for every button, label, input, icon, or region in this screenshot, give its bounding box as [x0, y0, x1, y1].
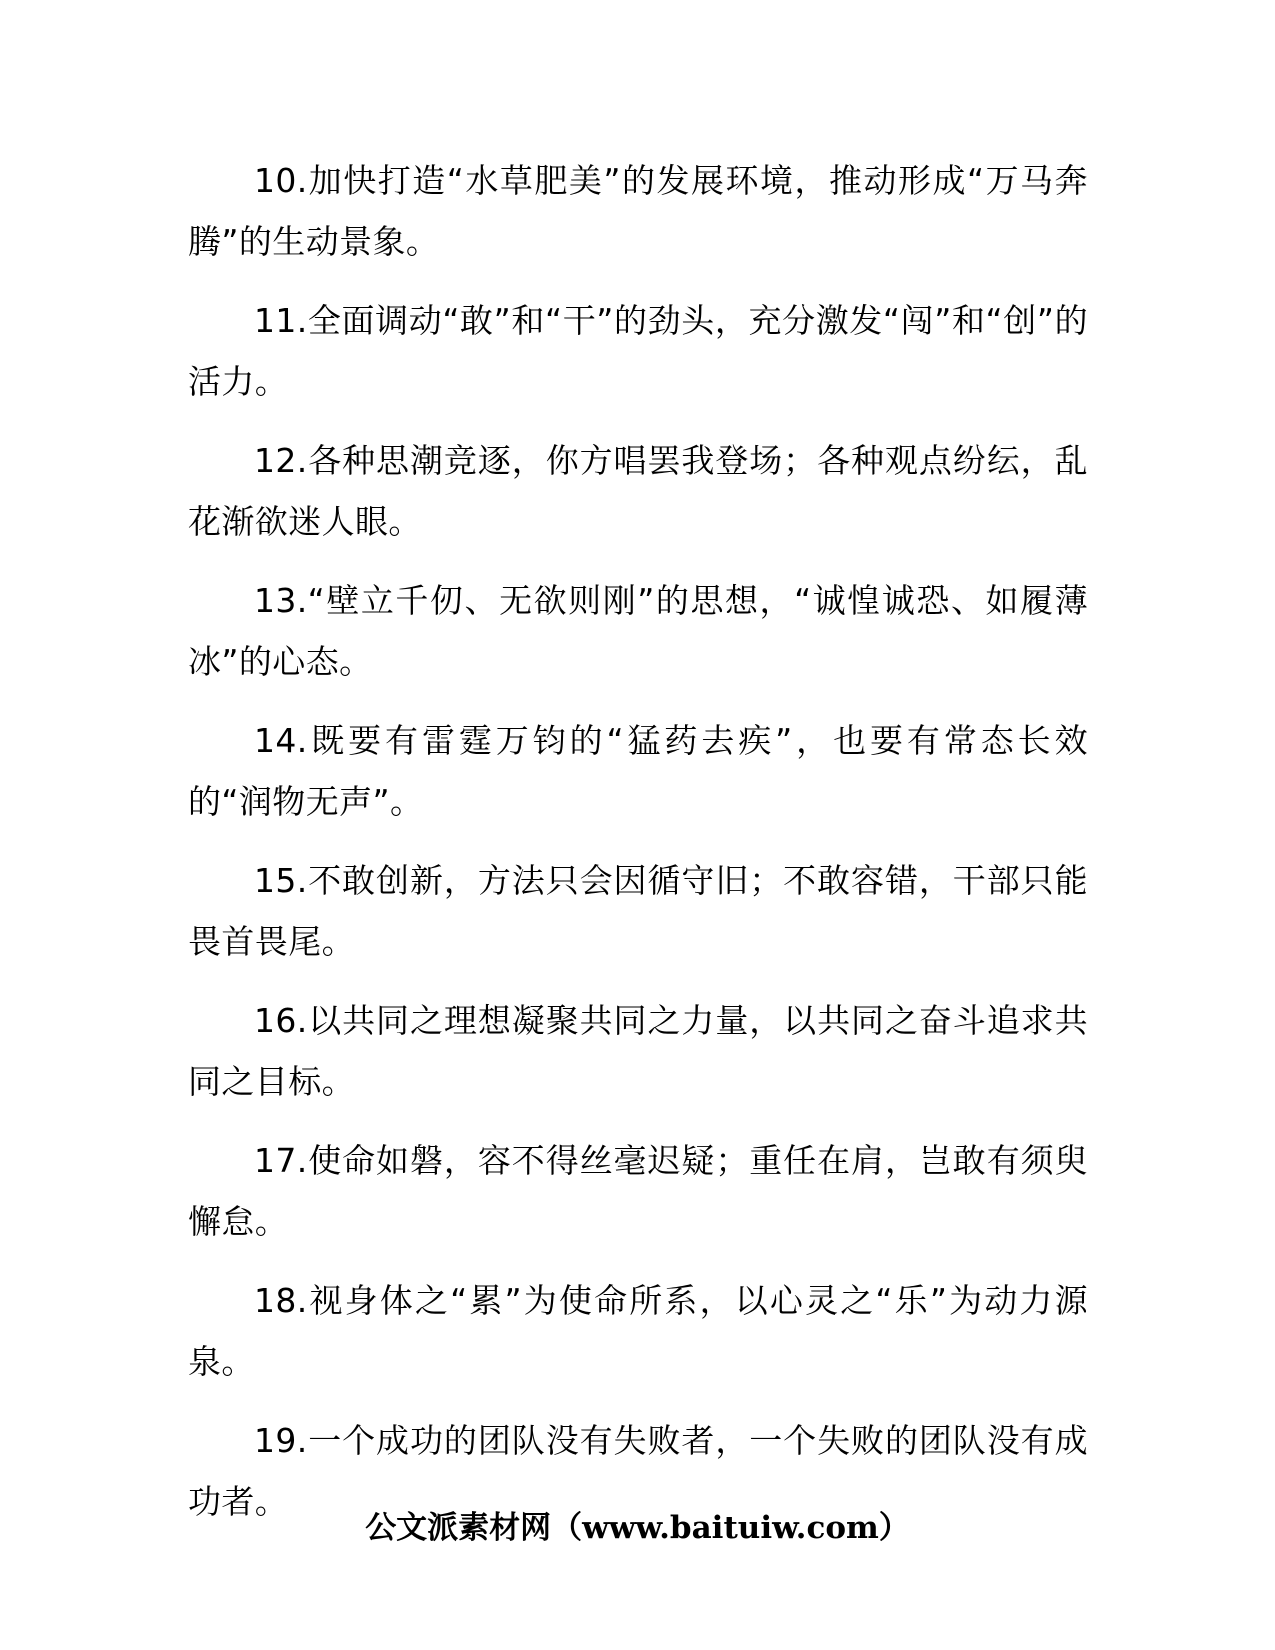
paragraph-item-18: 18.视身体之“累”为使命所系，以心灵之“乐”为动力源泉。 [188, 1281, 1088, 1381]
paragraph-item-10: 10.加快打造“水草肥美”的发展环境，推动形成“万马奔腾”的生动景象。 [188, 161, 1088, 261]
paragraph-item-12: 12.各种思潮竞逐，你方唱罢我登场；各种观点纷纭，乱花渐欲迷人眼。 [188, 441, 1088, 541]
paragraph-item-14: 14.既要有雷霆万钧的“猛药去疾”，也要有常态长效的“润物无声”。 [188, 721, 1088, 821]
paragraph-item-19: 19.一个成功的团队没有失败者，一个失败的团队没有成功者。 [188, 1421, 1088, 1521]
paragraph-item-17: 17.使命如磐，容不得丝毫迟疑；重任在肩，岂敢有须臾懈怠。 [188, 1141, 1088, 1241]
page-footer: 公文派素材网（www.baituiw.com） [365, 1510, 910, 1546]
paragraph-item-13: 13.“壁立千仞、无欲则刚”的思想，“诚惶诚恐、如履薄冰”的心态。 [188, 581, 1088, 681]
paragraph-item-15: 15.不敢创新，方法只会因循守旧；不敢容错，干部只能畏首畏尾。 [188, 861, 1088, 961]
paragraph-item-11: 11.全面调动“敢”和“干”的劲头，充分激发“闯”和“创”的活力。 [188, 301, 1088, 401]
paragraph-item-16: 16.以共同之理想凝聚共同之力量，以共同之奋斗追求共同之目标。 [188, 1001, 1088, 1101]
document-body [188, 150, 1088, 1550]
